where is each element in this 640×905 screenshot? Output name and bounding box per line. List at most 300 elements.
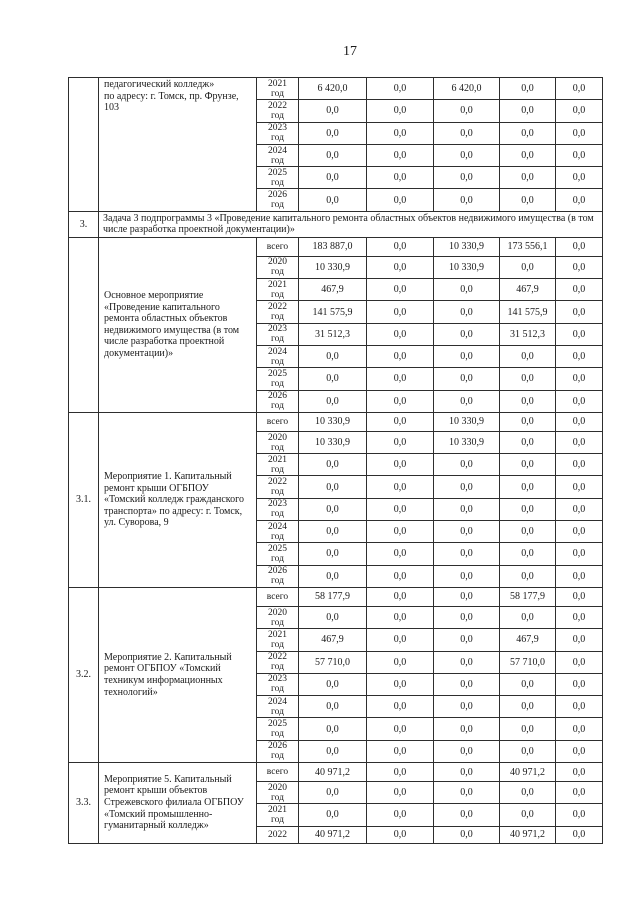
value-cell: 58 177,9 bbox=[299, 587, 367, 606]
period-line: год bbox=[271, 155, 284, 166]
value-cell: 0,0 bbox=[434, 718, 500, 740]
period-line: 2026 bbox=[268, 566, 287, 577]
item-name-cell bbox=[99, 412, 257, 587]
item-name-line: ремонт ОГБПОУ «Томский bbox=[104, 663, 221, 675]
task-title-line: Задача 3 подпрограммы 3 «Проведение капитального ремонта областных объектов недвижимого имущества (в том bbox=[103, 212, 594, 224]
period-line: 2022 bbox=[268, 829, 287, 840]
period-line: 2025 bbox=[268, 719, 287, 730]
value-cell: 0,0 bbox=[434, 804, 500, 826]
period-line: 2022 bbox=[268, 477, 287, 488]
period-line: всего bbox=[266, 591, 289, 602]
value-cell: 0,0 bbox=[434, 587, 500, 606]
item-name-line: техникум информационных bbox=[104, 674, 223, 686]
value-cell: 0,0 bbox=[556, 368, 603, 390]
value-cell: 6 420,0 bbox=[299, 78, 367, 100]
period-line: год bbox=[271, 684, 284, 695]
value-cell: 0,0 bbox=[299, 606, 367, 628]
value-cell: 0,0 bbox=[500, 804, 556, 826]
task-title-cell bbox=[99, 211, 603, 237]
item-name-line: «Проведение капитального bbox=[104, 301, 220, 313]
value-cell: 10 330,9 bbox=[434, 256, 500, 278]
value-cell: 0,0 bbox=[434, 740, 500, 762]
value-cell: 0,0 bbox=[367, 543, 434, 565]
value-cell: 0,0 bbox=[556, 782, 603, 804]
value-cell: 0,0 bbox=[367, 122, 434, 144]
value-cell: 0,0 bbox=[500, 498, 556, 520]
value-cell: 0,0 bbox=[299, 565, 367, 587]
value-cell: 0,0 bbox=[434, 565, 500, 587]
value-cell: 141 575,9 bbox=[500, 301, 556, 323]
period-line: год bbox=[271, 639, 284, 650]
value-cell: 0,0 bbox=[500, 521, 556, 543]
value-cell: 0,0 bbox=[556, 279, 603, 301]
period-line: 2021 bbox=[268, 804, 287, 815]
value-cell: 0,0 bbox=[434, 673, 500, 695]
value-cell: 0,0 bbox=[299, 390, 367, 412]
value-cell: 0,0 bbox=[556, 144, 603, 166]
value-cell: 0,0 bbox=[299, 122, 367, 144]
task-row bbox=[69, 211, 603, 237]
table-row bbox=[69, 587, 603, 606]
value-cell: 0,0 bbox=[556, 256, 603, 278]
period-line: 2024 bbox=[268, 346, 287, 357]
value-cell: 0,0 bbox=[299, 100, 367, 122]
period-line: 2021 bbox=[268, 629, 287, 640]
value-cell: 10 330,9 bbox=[299, 431, 367, 453]
value-cell: 0,0 bbox=[434, 826, 500, 843]
value-cell: 467,9 bbox=[500, 629, 556, 651]
period-cell bbox=[257, 606, 299, 628]
period-line: 2021 bbox=[268, 279, 287, 290]
value-cell: 183 887,0 bbox=[299, 237, 367, 256]
value-cell: 0,0 bbox=[367, 763, 434, 782]
value-cell: 0,0 bbox=[299, 144, 367, 166]
value-cell: 0,0 bbox=[434, 144, 500, 166]
value-cell: 0,0 bbox=[556, 521, 603, 543]
value-cell: 0,0 bbox=[434, 521, 500, 543]
period-line: 2020 bbox=[268, 432, 287, 443]
value-cell: 0,0 bbox=[556, 301, 603, 323]
period-line: год bbox=[271, 662, 284, 673]
period-cell bbox=[257, 498, 299, 520]
period-line: год bbox=[271, 267, 284, 278]
item-name-line: ул. Суворова, 9 bbox=[104, 517, 169, 529]
value-cell: 0,0 bbox=[500, 345, 556, 367]
value-cell: 0,0 bbox=[556, 78, 603, 100]
value-cell: 0,0 bbox=[367, 431, 434, 453]
period-cell bbox=[257, 279, 299, 301]
period-line: год bbox=[271, 133, 284, 144]
value-cell: 0,0 bbox=[367, 804, 434, 826]
row-number-cell bbox=[69, 237, 99, 412]
value-cell: 0,0 bbox=[299, 718, 367, 740]
value-cell: 10 330,9 bbox=[299, 256, 367, 278]
period-cell bbox=[257, 476, 299, 498]
item-name-line: Мероприятие 2. Капитальный bbox=[104, 651, 232, 663]
value-cell: 0,0 bbox=[556, 167, 603, 189]
value-cell: 40 971,2 bbox=[500, 826, 556, 843]
period-cell bbox=[257, 673, 299, 695]
value-cell: 0,0 bbox=[299, 804, 367, 826]
value-cell: 0,0 bbox=[367, 587, 434, 606]
row-number-cell: 3.3. bbox=[69, 763, 99, 844]
row-number-cell: 3.2. bbox=[69, 587, 99, 762]
value-cell: 0,0 bbox=[367, 100, 434, 122]
value-cell: 0,0 bbox=[434, 301, 500, 323]
value-cell: 0,0 bbox=[434, 189, 500, 211]
period-cell bbox=[257, 256, 299, 278]
period-cell bbox=[257, 122, 299, 144]
task-title-line: числе разработка проектной документации)» bbox=[103, 223, 295, 235]
value-cell: 0,0 bbox=[556, 718, 603, 740]
value-cell: 0,0 bbox=[367, 782, 434, 804]
period-line: 2026 bbox=[268, 741, 287, 752]
period-line: год bbox=[271, 617, 284, 628]
value-cell: 0,0 bbox=[299, 782, 367, 804]
value-cell: 0,0 bbox=[556, 740, 603, 762]
value-cell: 0,0 bbox=[367, 476, 434, 498]
value-cell: 0,0 bbox=[299, 476, 367, 498]
row-number-cell: 3.1. bbox=[69, 412, 99, 587]
item-name-line: 103 bbox=[104, 102, 119, 114]
value-cell: 0,0 bbox=[556, 565, 603, 587]
item-name-line: Основное мероприятие bbox=[104, 290, 204, 302]
value-cell: 0,0 bbox=[500, 78, 556, 100]
period-line: 2022 bbox=[268, 100, 287, 111]
period-cell bbox=[257, 431, 299, 453]
value-cell: 31 512,3 bbox=[299, 323, 367, 345]
period-cell bbox=[257, 804, 299, 826]
period-cell bbox=[257, 587, 299, 606]
budget-table-container bbox=[68, 77, 602, 844]
period-line: год bbox=[271, 576, 284, 587]
budget-table bbox=[68, 77, 603, 844]
period-cell bbox=[257, 565, 299, 587]
item-name-cell bbox=[99, 78, 257, 212]
period-line: 2025 bbox=[268, 167, 287, 178]
value-cell: 0,0 bbox=[299, 368, 367, 390]
period-line: год bbox=[271, 110, 284, 121]
period-line: 2025 bbox=[268, 543, 287, 554]
value-cell: 0,0 bbox=[367, 498, 434, 520]
period-line: 2021 bbox=[268, 454, 287, 465]
item-name-line: ремонт крыши объектов bbox=[104, 785, 208, 797]
value-cell: 0,0 bbox=[434, 763, 500, 782]
value-cell: 57 710,0 bbox=[299, 651, 367, 673]
value-cell: 0,0 bbox=[367, 673, 434, 695]
period-cell bbox=[257, 782, 299, 804]
period-line: 2023 bbox=[268, 123, 287, 134]
value-cell: 0,0 bbox=[500, 122, 556, 144]
period-line: всего bbox=[266, 241, 289, 252]
value-cell: 0,0 bbox=[500, 368, 556, 390]
value-cell: 0,0 bbox=[434, 543, 500, 565]
value-cell: 10 330,9 bbox=[434, 431, 500, 453]
period-line: всего bbox=[266, 416, 289, 427]
period-cell bbox=[257, 696, 299, 718]
value-cell: 0,0 bbox=[367, 368, 434, 390]
value-cell: 0,0 bbox=[299, 521, 367, 543]
table-body bbox=[69, 78, 603, 844]
value-cell: 0,0 bbox=[556, 237, 603, 256]
value-cell: 0,0 bbox=[367, 412, 434, 431]
value-cell: 0,0 bbox=[500, 167, 556, 189]
period-line: год bbox=[271, 200, 284, 211]
value-cell: 0,0 bbox=[500, 565, 556, 587]
value-cell: 0,0 bbox=[556, 122, 603, 144]
value-cell: 467,9 bbox=[500, 279, 556, 301]
value-cell: 0,0 bbox=[299, 189, 367, 211]
period-cell bbox=[257, 740, 299, 762]
period-line: год bbox=[271, 177, 284, 188]
value-cell: 0,0 bbox=[434, 651, 500, 673]
item-name-line: Мероприятие 5. Капитальный bbox=[104, 773, 232, 785]
value-cell: 0,0 bbox=[500, 256, 556, 278]
table-row bbox=[69, 237, 603, 256]
period-line: 2020 bbox=[268, 257, 287, 268]
period-cell bbox=[257, 543, 299, 565]
period-line: 2024 bbox=[268, 696, 287, 707]
value-cell: 0,0 bbox=[556, 763, 603, 782]
period-line: год bbox=[271, 378, 284, 389]
value-cell: 0,0 bbox=[500, 412, 556, 431]
period-line: год bbox=[271, 531, 284, 542]
period-line: год bbox=[271, 751, 284, 762]
item-name-line: транспорта» по адресу: г. Томск, bbox=[104, 505, 243, 517]
value-cell: 10 330,9 bbox=[434, 237, 500, 256]
period-line: год bbox=[271, 706, 284, 717]
value-cell: 0,0 bbox=[556, 476, 603, 498]
page-number: 17 bbox=[343, 44, 357, 59]
value-cell: 0,0 bbox=[367, 279, 434, 301]
period-line: всего bbox=[266, 767, 289, 778]
item-name-line: Стрежевского филиала ОГБПОУ bbox=[104, 797, 244, 809]
item-name-cell bbox=[99, 763, 257, 844]
period-cell bbox=[257, 390, 299, 412]
value-cell: 0,0 bbox=[556, 826, 603, 843]
value-cell: 0,0 bbox=[500, 390, 556, 412]
period-cell bbox=[257, 144, 299, 166]
value-cell: 0,0 bbox=[367, 256, 434, 278]
period-line: год bbox=[271, 289, 284, 300]
item-name-line: по адресу: г. Томск, пр. Фрунзе, bbox=[104, 90, 239, 102]
value-cell: 0,0 bbox=[500, 696, 556, 718]
value-cell: 0,0 bbox=[556, 345, 603, 367]
value-cell: 0,0 bbox=[556, 454, 603, 476]
period-cell bbox=[257, 189, 299, 211]
period-cell bbox=[257, 323, 299, 345]
value-cell: 0,0 bbox=[434, 345, 500, 367]
value-cell: 0,0 bbox=[556, 606, 603, 628]
period-line: 2026 bbox=[268, 391, 287, 402]
value-cell: 0,0 bbox=[500, 740, 556, 762]
period-line: 2024 bbox=[268, 145, 287, 156]
value-cell: 0,0 bbox=[367, 696, 434, 718]
value-cell: 0,0 bbox=[500, 100, 556, 122]
value-cell: 6 420,0 bbox=[434, 78, 500, 100]
value-cell: 0,0 bbox=[367, 454, 434, 476]
value-cell: 58 177,9 bbox=[500, 587, 556, 606]
value-cell: 31 512,3 bbox=[500, 323, 556, 345]
period-line: год bbox=[271, 509, 284, 520]
value-cell: 0,0 bbox=[556, 412, 603, 431]
value-cell: 0,0 bbox=[367, 237, 434, 256]
period-cell bbox=[257, 826, 299, 843]
value-cell: 0,0 bbox=[434, 100, 500, 122]
item-name-line: «Томский промышленно- bbox=[104, 808, 213, 820]
period-line: 2026 bbox=[268, 190, 287, 201]
period-line: год bbox=[271, 729, 284, 740]
period-cell bbox=[257, 454, 299, 476]
value-cell: 0,0 bbox=[556, 390, 603, 412]
period-cell bbox=[257, 345, 299, 367]
value-cell: 0,0 bbox=[556, 431, 603, 453]
value-cell: 0,0 bbox=[434, 368, 500, 390]
value-cell: 0,0 bbox=[299, 167, 367, 189]
value-cell: 0,0 bbox=[556, 804, 603, 826]
period-cell bbox=[257, 412, 299, 431]
value-cell: 0,0 bbox=[434, 323, 500, 345]
value-cell: 0,0 bbox=[367, 78, 434, 100]
value-cell: 467,9 bbox=[299, 629, 367, 651]
value-cell: 40 971,2 bbox=[500, 763, 556, 782]
period-line: 2021 bbox=[268, 78, 287, 89]
value-cell: 0,0 bbox=[500, 673, 556, 695]
period-line: 2020 bbox=[268, 782, 287, 793]
value-cell: 0,0 bbox=[556, 323, 603, 345]
value-cell: 0,0 bbox=[299, 673, 367, 695]
value-cell: 0,0 bbox=[556, 651, 603, 673]
value-cell: 0,0 bbox=[299, 740, 367, 762]
period-line: год bbox=[271, 553, 284, 564]
value-cell: 0,0 bbox=[367, 651, 434, 673]
table-row bbox=[69, 412, 603, 431]
period-cell bbox=[257, 237, 299, 256]
period-line: год bbox=[271, 334, 284, 345]
period-line: 2025 bbox=[268, 368, 287, 379]
value-cell: 0,0 bbox=[434, 696, 500, 718]
value-cell: 0,0 bbox=[367, 521, 434, 543]
value-cell: 0,0 bbox=[367, 189, 434, 211]
value-cell: 10 330,9 bbox=[299, 412, 367, 431]
item-name-line: «Томский колледж гражданского bbox=[104, 494, 244, 506]
value-cell: 0,0 bbox=[299, 454, 367, 476]
value-cell: 0,0 bbox=[434, 454, 500, 476]
value-cell: 0,0 bbox=[367, 740, 434, 762]
value-cell: 0,0 bbox=[500, 144, 556, 166]
item-name-line: ремонта областных объектов bbox=[104, 313, 228, 325]
value-cell: 0,0 bbox=[367, 390, 434, 412]
period-line: год bbox=[271, 464, 284, 475]
period-line: 2023 bbox=[268, 324, 287, 335]
period-line: год bbox=[271, 487, 284, 498]
period-cell bbox=[257, 718, 299, 740]
period-cell bbox=[257, 167, 299, 189]
value-cell: 0,0 bbox=[434, 606, 500, 628]
value-cell: 0,0 bbox=[434, 629, 500, 651]
period-line: 2020 bbox=[268, 607, 287, 618]
item-name-line: ремонт крыши ОГБПОУ bbox=[104, 482, 209, 494]
value-cell: 0,0 bbox=[556, 696, 603, 718]
value-cell: 0,0 bbox=[434, 122, 500, 144]
value-cell: 0,0 bbox=[500, 189, 556, 211]
table-row bbox=[69, 78, 603, 100]
period-line: год bbox=[271, 442, 284, 453]
period-line: 2022 bbox=[268, 302, 287, 313]
value-cell: 0,0 bbox=[556, 100, 603, 122]
period-cell bbox=[257, 301, 299, 323]
value-cell: 0,0 bbox=[434, 167, 500, 189]
row-number-cell bbox=[69, 78, 99, 212]
value-cell: 0,0 bbox=[556, 629, 603, 651]
item-name-cell bbox=[99, 237, 257, 412]
value-cell: 0,0 bbox=[367, 167, 434, 189]
value-cell: 173 556,1 bbox=[500, 237, 556, 256]
period-cell bbox=[257, 763, 299, 782]
value-cell: 0,0 bbox=[434, 498, 500, 520]
item-name-line: педагогический колледж» bbox=[104, 79, 215, 90]
period-line: 2023 bbox=[268, 499, 287, 510]
value-cell: 57 710,0 bbox=[500, 651, 556, 673]
value-cell: 141 575,9 bbox=[299, 301, 367, 323]
period-line: год bbox=[271, 792, 284, 803]
value-cell: 0,0 bbox=[556, 587, 603, 606]
item-name-line: недвижимого имущества (в том bbox=[104, 324, 240, 336]
period-line: 2022 bbox=[268, 652, 287, 663]
value-cell: 0,0 bbox=[556, 189, 603, 211]
period-cell bbox=[257, 629, 299, 651]
value-cell: 0,0 bbox=[556, 543, 603, 565]
period-line: год bbox=[271, 814, 284, 825]
value-cell: 0,0 bbox=[434, 279, 500, 301]
value-cell: 0,0 bbox=[367, 144, 434, 166]
value-cell: 0,0 bbox=[367, 606, 434, 628]
table-row bbox=[69, 763, 603, 782]
value-cell: 0,0 bbox=[500, 782, 556, 804]
value-cell: 0,0 bbox=[299, 543, 367, 565]
item-name-line: Мероприятие 1. Капитальный bbox=[104, 470, 232, 482]
item-name-cell bbox=[99, 587, 257, 762]
value-cell: 0,0 bbox=[367, 629, 434, 651]
value-cell: 0,0 bbox=[434, 782, 500, 804]
period-cell bbox=[257, 651, 299, 673]
item-name-line: гуманитарный колледж» bbox=[104, 820, 209, 832]
value-cell: 0,0 bbox=[500, 718, 556, 740]
value-cell: 0,0 bbox=[500, 431, 556, 453]
value-cell: 0,0 bbox=[367, 301, 434, 323]
value-cell: 0,0 bbox=[299, 345, 367, 367]
value-cell: 0,0 bbox=[556, 673, 603, 695]
period-cell bbox=[257, 100, 299, 122]
value-cell: 0,0 bbox=[500, 543, 556, 565]
value-cell: 0,0 bbox=[500, 606, 556, 628]
item-name-line: документации)» bbox=[104, 348, 174, 359]
row-number-cell: 3. bbox=[69, 211, 99, 237]
value-cell: 0,0 bbox=[299, 498, 367, 520]
item-name-line: технологий» bbox=[104, 686, 158, 698]
period-line: 2024 bbox=[268, 521, 287, 532]
value-cell: 40 971,2 bbox=[299, 763, 367, 782]
value-cell: 0,0 bbox=[367, 826, 434, 843]
value-cell: 0,0 bbox=[367, 345, 434, 367]
value-cell: 0,0 bbox=[367, 323, 434, 345]
value-cell: 0,0 bbox=[500, 454, 556, 476]
period-line: 2023 bbox=[268, 674, 287, 685]
period-cell bbox=[257, 521, 299, 543]
period-line: год bbox=[271, 401, 284, 412]
value-cell: 0,0 bbox=[556, 498, 603, 520]
period-line: год bbox=[271, 88, 284, 99]
